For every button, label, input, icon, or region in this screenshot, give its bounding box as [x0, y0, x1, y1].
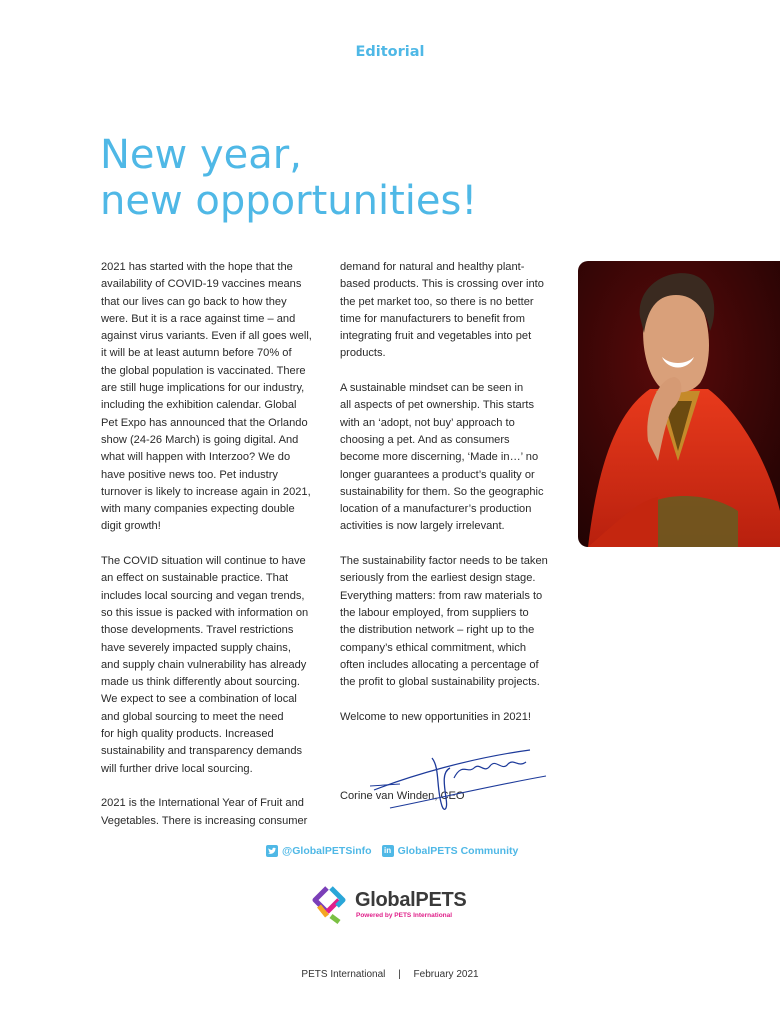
headline-line-1: New year,	[100, 132, 302, 178]
twitter-handle: @GlobalPETSinfo	[282, 845, 372, 857]
page-footer	[0, 969, 780, 980]
logo-tagline: Powered by PETS International	[356, 911, 453, 919]
paragraph-line: made us think differently about sourcing.	[101, 676, 300, 689]
twitter-icon	[266, 845, 278, 857]
paragraph-line: with many companies expecting double	[101, 503, 295, 516]
linkedin-link[interactable]	[382, 845, 519, 857]
twitter-link[interactable]	[266, 845, 372, 857]
paragraph-line: so this issue is packed with information on	[101, 606, 309, 619]
paragraph-line: A sustainable mindset can be seen in	[340, 382, 524, 395]
paragraph-line: integrating fruit and vegetables into pet	[340, 330, 532, 343]
headline-line-2: new opportunities!	[100, 178, 478, 224]
paragraph-line: the labour employed, from suppliers to	[340, 606, 529, 619]
article-column-left	[101, 259, 323, 847]
paragraph-line: and global sourcing to meet the need	[101, 710, 284, 723]
section-label: Editorial	[355, 44, 425, 60]
paragraph-line: the profit to global sustainability projects.	[340, 676, 540, 689]
paragraph-line: those developments. Travel restrictions	[101, 624, 294, 637]
footer-separator: |	[398, 969, 401, 980]
paragraph-line: Everything matters: from raw materials to	[340, 589, 543, 602]
paragraph-line: longer guarantees a product’s quality or	[340, 468, 535, 481]
signoff-block	[340, 788, 562, 806]
paragraph-line: includes local sourcing and vegan trends,	[101, 589, 305, 602]
paragraph-line: choosing a pet. And as consumers	[340, 433, 510, 446]
paragraph-line: seriously from the earliest design stage.	[340, 572, 536, 585]
paragraph-line: will further drive local sourcing.	[101, 762, 253, 775]
paragraph-line: were. But it is a race against time – and	[101, 312, 296, 325]
paragraph-line: time for manufacturers to benefit from	[340, 312, 525, 325]
paragraph-line: become more discerning, ‘Made in…’ no	[340, 451, 539, 464]
right-paragraphs	[340, 259, 562, 726]
footer-publication: PETS International	[301, 969, 386, 980]
paragraph-line: that our lives can go back to how they	[101, 295, 287, 308]
paragraph-line: against virus variants. Even if all goes well,	[101, 330, 312, 343]
article-paragraph	[340, 259, 562, 363]
article-column-right	[340, 259, 562, 806]
paragraph-line: Pet Expo has announced that the Orlando	[101, 416, 308, 429]
paragraph-line: activities is now largely irrelevant.	[340, 520, 505, 533]
paragraph-line: and supply chain vulnerability has already	[101, 658, 307, 671]
paragraph-line: We expect to see a combination of local	[101, 693, 297, 706]
social-links	[266, 845, 518, 857]
paragraph-line: 2021 is the International Year of Fruit and	[101, 797, 304, 810]
linkedin-icon: in	[382, 845, 394, 857]
article-paragraph	[340, 709, 562, 726]
article-paragraph	[340, 380, 562, 536]
paragraph-line: often includes allocating a percentage of	[340, 658, 539, 671]
paragraph-line: including the exhibition calendar. Global	[101, 399, 297, 412]
paragraph-line: The sustainability factor needs to be taken	[340, 555, 548, 568]
paragraph-line: what will happen with Interzoo? We do	[101, 451, 291, 464]
paragraph-line: company’s ethical commitment, which	[340, 641, 526, 654]
paragraph-line: Vegetables. There is increasing consumer	[101, 814, 308, 827]
paragraph-line: with an ‘adopt, not buy’ approach to	[340, 416, 515, 429]
paragraph-line: it will be at least autumn before 70% of	[101, 347, 292, 360]
paragraph-line: availability of COVID-19 vaccines means	[101, 278, 302, 291]
signoff-text: Corine van Winden, CEO	[340, 790, 465, 803]
globalpets-logo-mark	[309, 884, 349, 924]
logo-brand: GlobalPETS	[355, 888, 467, 911]
paragraph-line: all aspects of pet ownership. This starts	[340, 399, 535, 412]
footer-date: February 2021	[413, 969, 479, 980]
ceo-portrait-photo	[578, 261, 780, 547]
paragraph-line: are still huge implications for our industry,	[101, 382, 305, 395]
headline	[100, 132, 477, 224]
paragraph-line: the distribution network – right up to the	[340, 624, 535, 637]
paragraph-line: Welcome to new opportunities in 2021!	[340, 710, 531, 723]
paragraph-line: sustainability for them. So the geographic	[340, 485, 544, 498]
paragraph-line: digit growth!	[101, 520, 161, 533]
paragraph-line: location of a manufacturer’s production	[340, 503, 532, 516]
paragraph-line: The COVID situation will continue to have	[101, 555, 306, 568]
paragraph-line: turnover is likely to increase again in 2021,	[101, 485, 311, 498]
paragraph-line: products.	[340, 347, 386, 360]
paragraph-line: the global population is vaccinated. There	[101, 364, 306, 377]
paragraph-line: based products. This is crossing over into	[340, 278, 544, 291]
paragraph-line: have severely impacted supply chains,	[101, 641, 291, 654]
article-paragraph	[340, 553, 562, 691]
article-paragraph	[101, 553, 323, 778]
linkedin-label: GlobalPETS Community	[397, 845, 519, 857]
article-paragraph	[101, 259, 323, 536]
paragraph-line: sustainability and transparency demands	[101, 745, 303, 758]
paragraph-line: have positive news too. Pet industry	[101, 468, 278, 481]
paragraph-line: an effect on sustainable practice. That	[101, 572, 289, 585]
article-paragraph	[101, 795, 323, 830]
paragraph-line: show (24-26 March) is going digital. And	[101, 433, 299, 446]
paragraph-line: demand for natural and healthy plant-	[340, 261, 525, 273]
paragraph-line: for high quality products. Increased	[101, 728, 274, 741]
signature-image	[370, 728, 560, 818]
globalpets-logo	[309, 882, 466, 926]
paragraph-line: 2021 has started with the hope that the	[101, 261, 293, 273]
paragraph-line: the pet market too, so there is no better	[340, 295, 534, 308]
